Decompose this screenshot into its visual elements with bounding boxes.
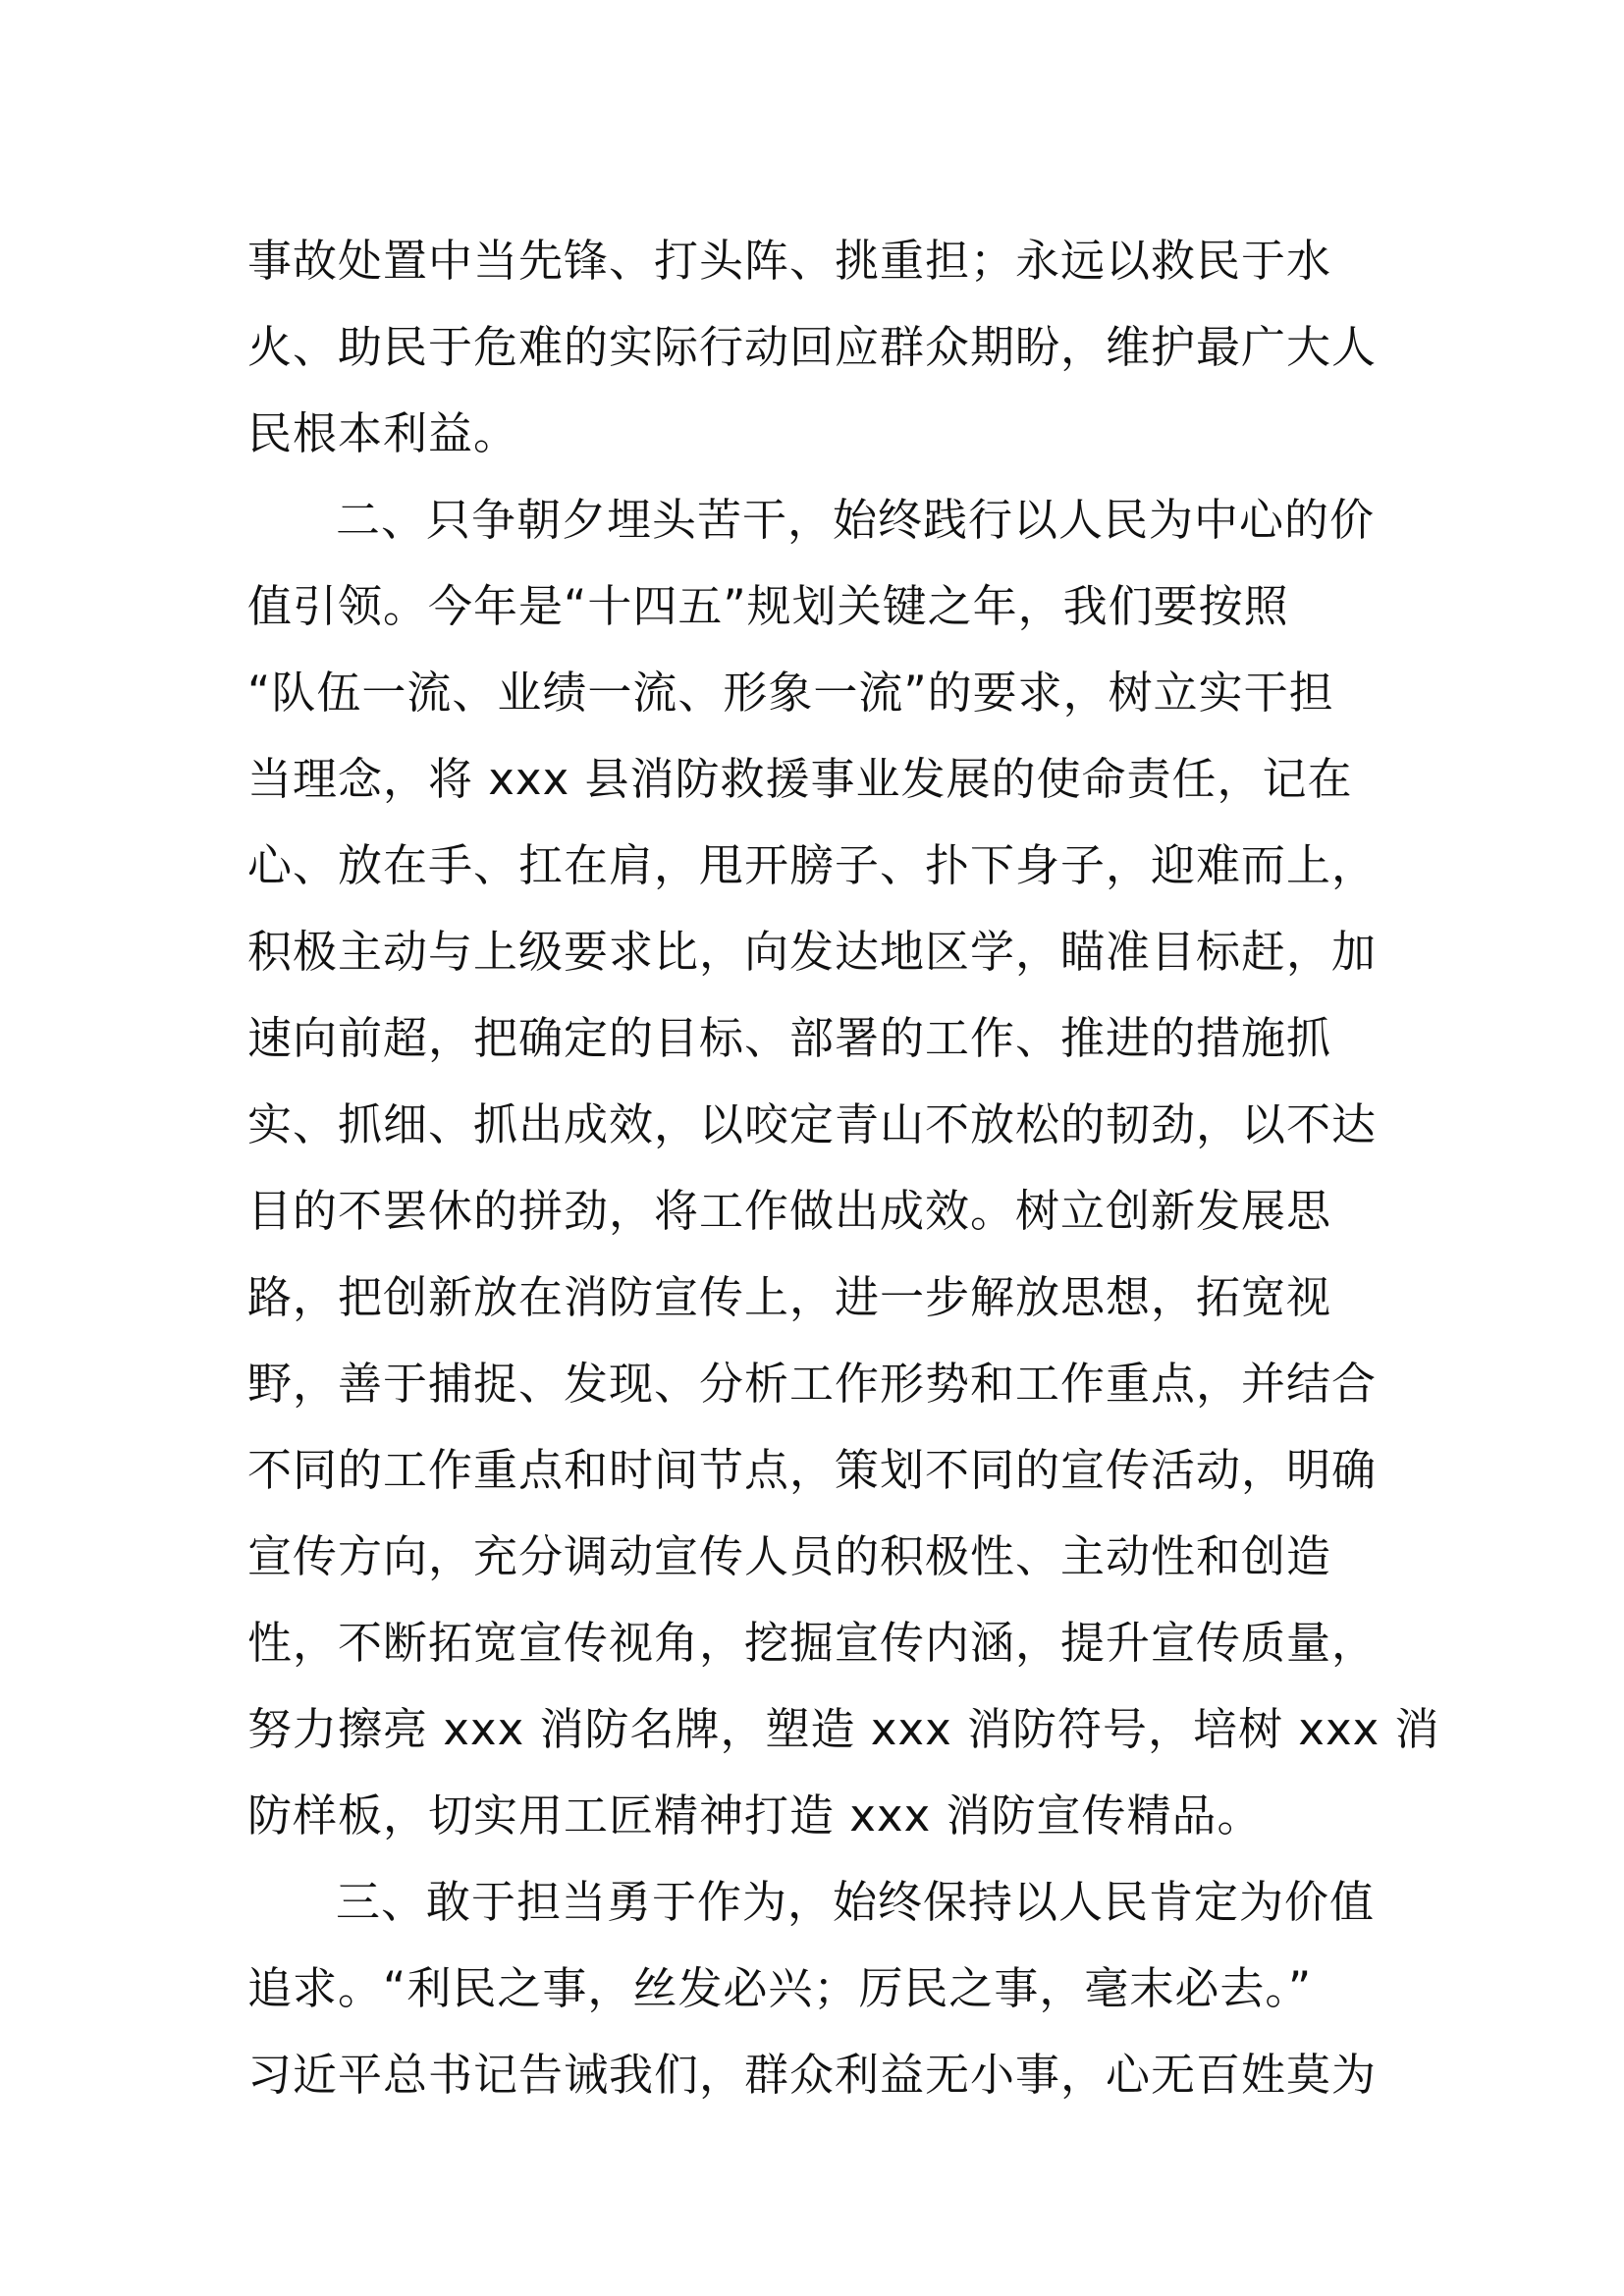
text-line: 性，不断拓宽宣传视角，挖掘宣传内涵，提升宣传质量， bbox=[247, 1617, 1378, 1669]
text-line: 火、助民于危难的实际行动回应群众期盼，维护最广大人 bbox=[247, 321, 1378, 373]
text-line: 努力擦亮 xxx 消防名牌，塑造 xxx 消防符号，培树 xxx 消 bbox=[247, 1703, 1440, 1755]
text-line: 当理念，将 xxx 县消防救援事业发展的使命责任，记在 bbox=[247, 753, 1353, 805]
text-line: 心、放在手、扛在肩，甩开膀子、扑下身子，迎难而上， bbox=[247, 839, 1378, 891]
paragraph-3-first-line: 三、敢于担当勇于作为，始终保持以人民肯定为价值 bbox=[336, 1876, 1376, 1928]
text-line: 目的不罢休的拼劲，将工作做出成效。树立创新发展思 bbox=[247, 1185, 1332, 1237]
text-line: 追求。“利民之事，丝发必兴；厉民之事，毫末必去。” bbox=[247, 1962, 1313, 2014]
text-line: 不同的工作重点和时间节点，策划不同的宣传活动，明确 bbox=[247, 1444, 1378, 1496]
text-line: 事故处置中当先锋、打头阵、挑重担；永远以救民于水 bbox=[247, 235, 1332, 287]
text-line: 速向前超，把确定的目标、部署的工作、推进的措施抓 bbox=[247, 1012, 1332, 1064]
text-line: 防样板，切实用工匠精神打造 xxx 消防宣传精品。 bbox=[247, 1789, 1263, 1842]
paragraph-2-first-line: 二、只争朝夕埋头苦干，始终践行以人民为中心的价 bbox=[336, 494, 1376, 546]
text-line: “队伍一流、业绩一流、形象一流”的要求，树立实干担 bbox=[247, 667, 1334, 719]
text-line: 路，把创新放在消防宣传上，进一步解放思想，拓宽视 bbox=[247, 1271, 1332, 1323]
text-line: 野，善于捕捉、发现、分析工作形势和工作重点，并结合 bbox=[247, 1358, 1378, 1410]
text-line: 习近平总书记告诫我们，群众利益无小事，心无百姓莫为 bbox=[247, 2049, 1378, 2101]
body-text bbox=[247, 218, 1440, 2118]
text-line: 民根本利益。 bbox=[247, 407, 519, 459]
text-line: 值引领。今年是“十四五”规划关键之年，我们要按照 bbox=[247, 580, 1289, 632]
text-line: 积极主动与上级要求比，向发达地区学，瞄准目标赶，加 bbox=[247, 926, 1378, 978]
text-line: 实、抓细、抓出成效，以咬定青山不放松的韧劲，以不达 bbox=[247, 1098, 1378, 1150]
text-line: 宣传方向，充分调动宣传人员的积极性、主动性和创造 bbox=[247, 1530, 1332, 1582]
